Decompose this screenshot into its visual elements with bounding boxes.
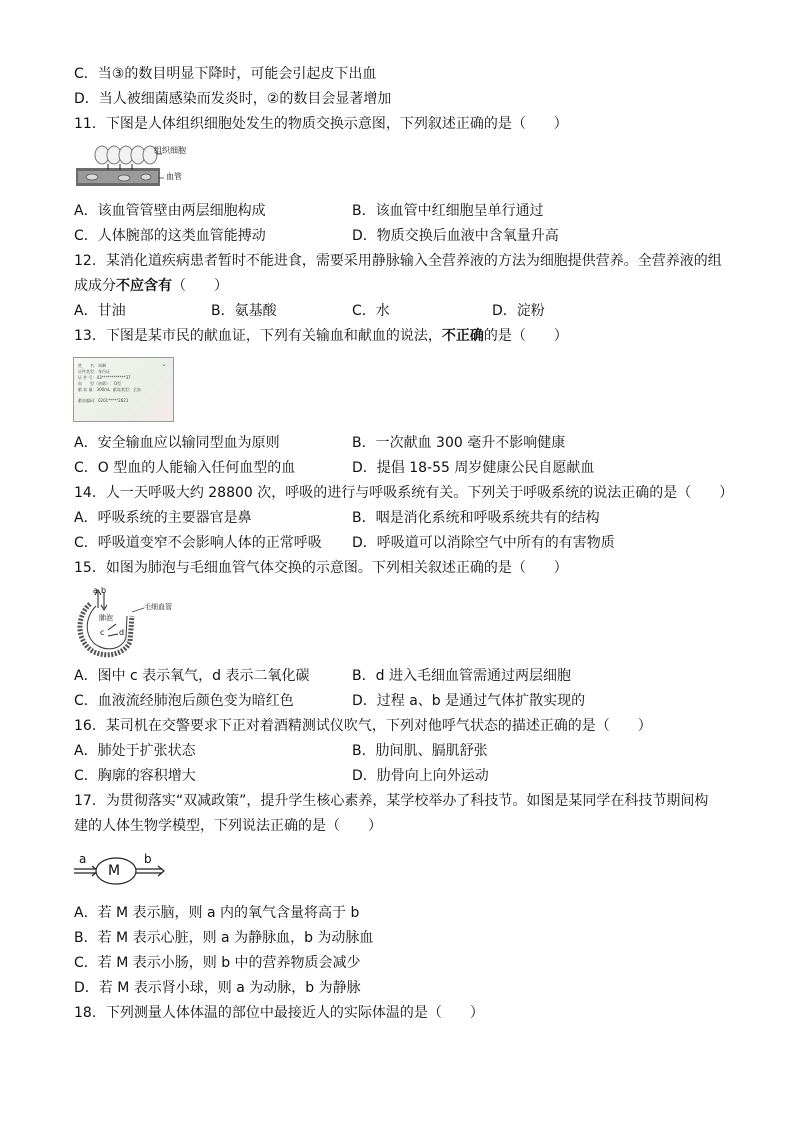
q13-stem-part3: 的是（ ） <box>483 328 568 344</box>
q11-option-c: C．人体腕部的这类血管能搏动 <box>74 228 266 244</box>
q12-stem-line1: 12．某消化道疾病患者暂时不能进食，需要采用静脉输入全营养液的方法为细胞提供营养。全营养液的组 <box>74 253 722 269</box>
q14-stem: 14．人一天呼吸大约 28800 次，呼吸的进行与呼吸系统有关。下列关于呼吸系统的说法正确的是（ ） <box>74 485 734 501</box>
q18-stem: 18．下列测量人体体温的部位中最接近人的实际体温的是（ ） <box>74 1005 484 1021</box>
q12-option-c: C．水 <box>352 303 390 319</box>
q16-stem: 16．某司机在交警要求下正对着酒精测试仪吹气，下列对他呼气状态的描述正确的是（ ） <box>74 718 652 734</box>
q13-option-a: A．安全输血应以输同型血为原则 <box>74 435 280 451</box>
model-label-b: b <box>144 852 152 866</box>
q11-stem: 11．下图是人体组织细胞处发生的物质交换示意图，下列叙述正确的是（ ） <box>74 116 568 132</box>
card-donation-type: 献血类型：全血 <box>112 387 141 392</box>
chevron-down-icon: ⌄ <box>161 360 167 368</box>
q17-option-a: A．若 M 表示脑，则 a 内的氧气含量将高于 b <box>74 905 360 921</box>
tissue-cell-label: 组织细胞 <box>154 146 186 155</box>
q17-option-b: B．若 M 表示心脏，则 a 为静脉血，b 为动脉血 <box>74 930 374 946</box>
q17-figure <box>72 852 168 886</box>
q17-option-c: C．若 M 表示小肠，则 b 中的营养物质会减少 <box>74 955 361 971</box>
card-row-name: 姓 名：周琳 <box>78 363 106 368</box>
q14-option-b: B．咽是消化系统和呼吸系统共有的结构 <box>352 510 600 526</box>
q16-option-a: A．肺处于扩张状态 <box>74 743 196 759</box>
capillary-label: 毛细血管 <box>144 603 172 611</box>
q13-stem-part1: 13．下图是某市民的献血证，下列有关输血和献血的说法， <box>74 328 442 344</box>
alveolus-gas-exchange-diagram <box>72 586 172 660</box>
label-d: d <box>119 628 125 637</box>
q14-option-c: C．呼吸道变窄不会影响人体的正常呼吸 <box>74 535 322 551</box>
q12-option-a: A．甘油 <box>74 303 126 319</box>
model-label-m: M <box>108 863 121 879</box>
q10-option-c: C．当③的数目明显下降时，可能会引起皮下出血 <box>74 66 377 82</box>
q17-stem-line1: 17．为贯彻落实“双减政策”，提升学生核心素养，某学校举办了科技节。如图是某同学在科技节期间构 <box>74 793 709 809</box>
q12-stem-line2 <box>74 276 228 296</box>
label-a: a <box>93 586 98 595</box>
q11-figure <box>74 140 194 192</box>
alveolus-label: 肺泡 <box>99 614 113 622</box>
q10-option-d: D．当人被细菌感染而发炎时，②的数目会显著增加 <box>74 91 392 107</box>
q16-option-c: C．胸廓的容积增大 <box>74 768 196 784</box>
q12-stem-part3: （ ） <box>172 278 228 294</box>
label-b: b <box>101 586 107 595</box>
q12-stem-part1: 成成分 <box>74 278 116 294</box>
q16-option-d: D．肋骨向上向外运动 <box>352 768 489 784</box>
card-row-code: 献血编码：0201*****2621 <box>78 398 129 403</box>
q12-stem-emphasis: 不应含有 <box>116 278 172 294</box>
q15-option-d: D．过程 a、b 是通过气体扩散实现的 <box>352 693 586 709</box>
q15-stem: 15．如图为肺泡与毛细血管气体交换的示意图。下列相关叙述正确的是（ ） <box>74 560 568 576</box>
blood-donation-card <box>73 357 174 422</box>
q13-option-d: D．提倡 18-55 周岁健康公民自愿献血 <box>352 460 595 476</box>
card-row-id-type: 证件类型：身份证 <box>78 369 110 374</box>
q15-option-c: C．血液流经肺泡后颜色变为暗红色 <box>74 693 294 709</box>
q17-stem-line2: 建的人体生物学模型，下列说法正确的是（ ） <box>74 818 382 834</box>
card-volume: 献 血 量：300mL <box>78 387 111 392</box>
label-c: c <box>100 628 105 637</box>
card-row-blood-type: 血 型（初筛）：O型 <box>78 381 122 386</box>
q16-option-b: B．肋间肌、膈肌舒张 <box>352 743 488 759</box>
q13-option-b: B．一次献血 300 毫升不影响健康 <box>352 435 566 451</box>
q13-stem <box>74 326 568 346</box>
q11-option-d: D．物质交换后血液中含氧量升高 <box>352 228 559 244</box>
q11-option-a: A．该血管管壁由两层细胞构成 <box>74 203 266 219</box>
q13-option-c: C．O 型血的人能输入任何血型的血 <box>74 460 296 476</box>
q15-option-b: B．d 进入毛细血管需通过两层细胞 <box>352 668 571 684</box>
q13-stem-emphasis: 不正确 <box>441 328 484 344</box>
q11-option-b: B．该血管中红细胞呈单行通过 <box>352 203 544 219</box>
q15-figure <box>72 586 172 660</box>
blood-vessel-label: 血管 <box>166 172 182 181</box>
card-row-volume <box>78 387 141 393</box>
q14-option-a: A．呼吸系统的主要器官是鼻 <box>74 510 252 526</box>
q14-option-d: D．呼吸道可以消除空气中所有的有害物质 <box>352 535 615 551</box>
card-row-id-number: 证 件 号：43************37 <box>78 375 131 380</box>
model-label-a: a <box>79 852 87 866</box>
q12-option-b: B．氨基酸 <box>211 303 277 319</box>
q12-option-d: D．淀粉 <box>492 303 545 319</box>
q15-option-a: A．图中 c 表示氧气，d 表示二氧化碳 <box>74 668 310 684</box>
q17-option-d: D．若 M 表示肾小球，则 a 为动脉，b 为静脉 <box>74 980 361 996</box>
